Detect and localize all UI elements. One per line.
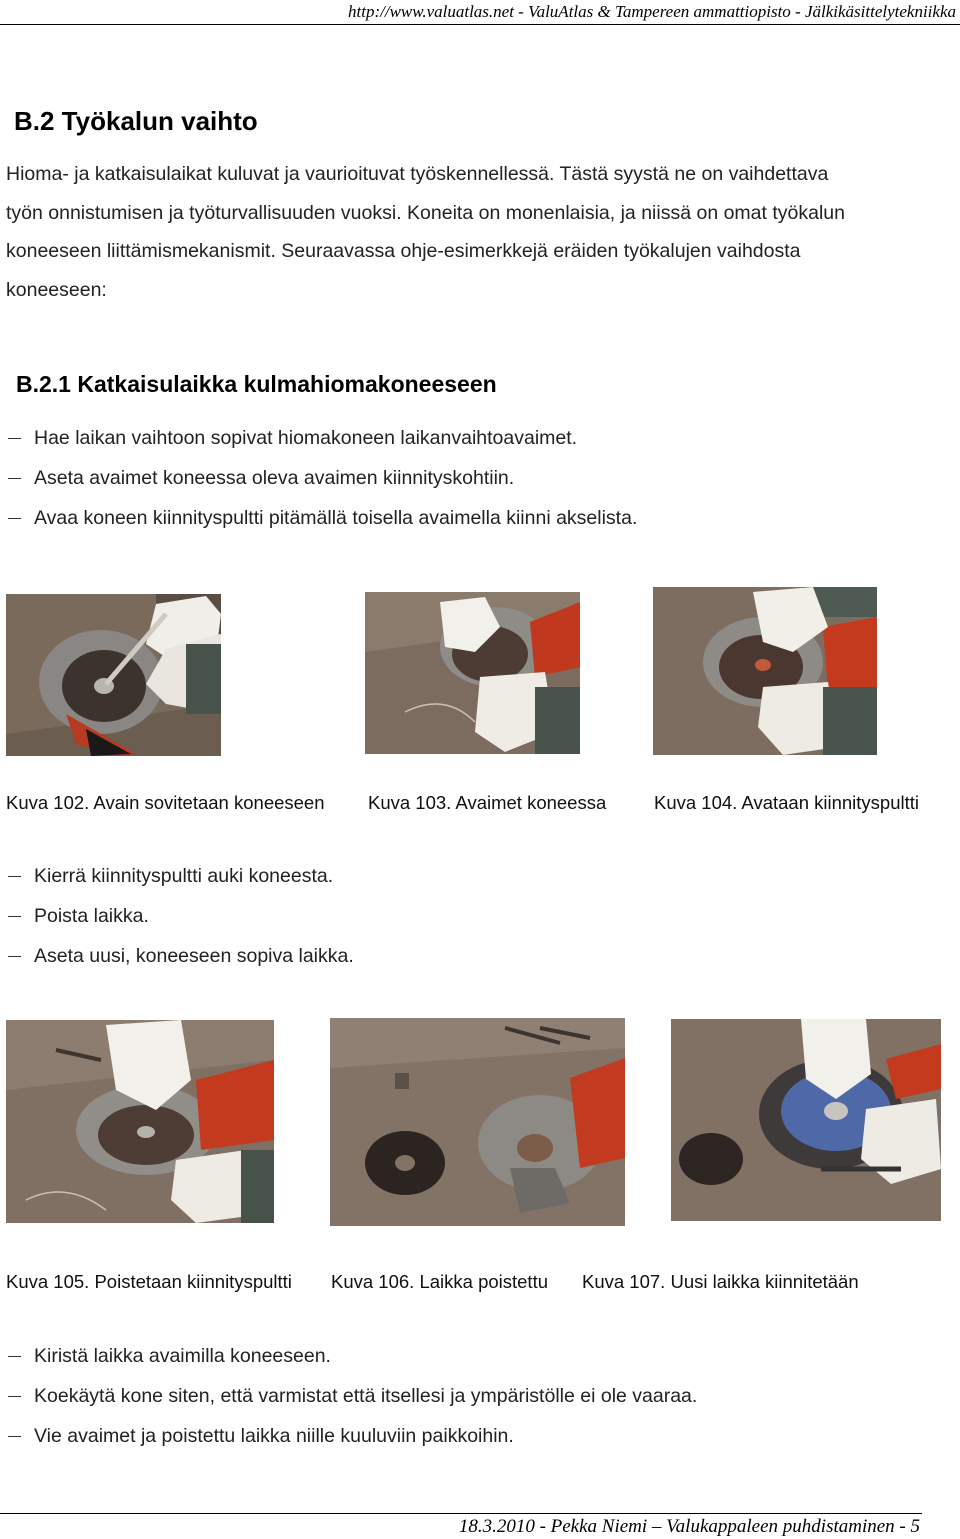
caption-kuva-107: Kuva 107. Uusi laikka kiinnitetään [582,1271,859,1292]
header-divider [0,24,960,25]
footer-divider [0,1513,922,1514]
subsection-title: B.2.1 Katkaisulaikka kulmahiomakoneeseen [16,371,497,397]
dash-bullet-icon [8,438,21,439]
dash-bullet-icon [8,1356,21,1357]
dash-bullet-icon [8,956,21,957]
photo-kuva-103 [365,592,580,754]
photo-kuva-104 [653,587,877,755]
intro-line: Hioma- ja katkaisulaikat kuluvat ja vaurioituvat työskennellessä. Tästä syystä ne on vaihdettava [6,163,829,185]
photo-kuva-102 [6,594,221,756]
photo-kuva-106 [330,1018,625,1226]
page-footer: 18.3.2010 - Pekka Niemi – Valukappaleen puhdistaminen - 5 [458,1516,920,1537]
caption-kuva-102: Kuva 102. Avain sovitetaan koneeseen [6,792,325,813]
dash-bullet-icon [8,876,21,877]
dash-bullet-icon [8,1436,21,1437]
caption-kuva-105: Kuva 105. Poistetaan kiinnityspultti [6,1271,292,1292]
header-url: http://www.valuatlas.net - ValuAtlas & Tampereen ammattiopisto - Jälkikäsittelytekniikka [348,2,956,21]
dash-bullet-icon [8,478,21,479]
photo-kuva-105 [6,1020,274,1223]
intro-line: koneeseen: [6,278,107,301]
section-title: B.2 Työkalun vaihto [14,106,258,136]
photo-kuva-107 [671,1019,941,1221]
dash-bullet-icon [8,518,21,519]
caption-kuva-103: Kuva 103. Avaimet koneessa [368,792,607,813]
intro-paragraph [6,155,956,309]
dash-bullet-icon [8,1396,21,1397]
caption-kuva-104: Kuva 104. Avataan kiinnityspultti [654,792,919,813]
intro-line: työn onnistumisen ja työturvallisuuden vuoksi. Koneita on monenlaisia, ja niissä on omat työkalun [6,201,845,224]
dash-bullet-icon [8,916,21,917]
intro-line: koneeseen liittämismekanismit. Seuraavassa ohje-esimerkkejä eräiden työkalujen vaihdosta [6,240,801,262]
caption-kuva-106: Kuva 106. Laikka poistettu [331,1271,549,1292]
